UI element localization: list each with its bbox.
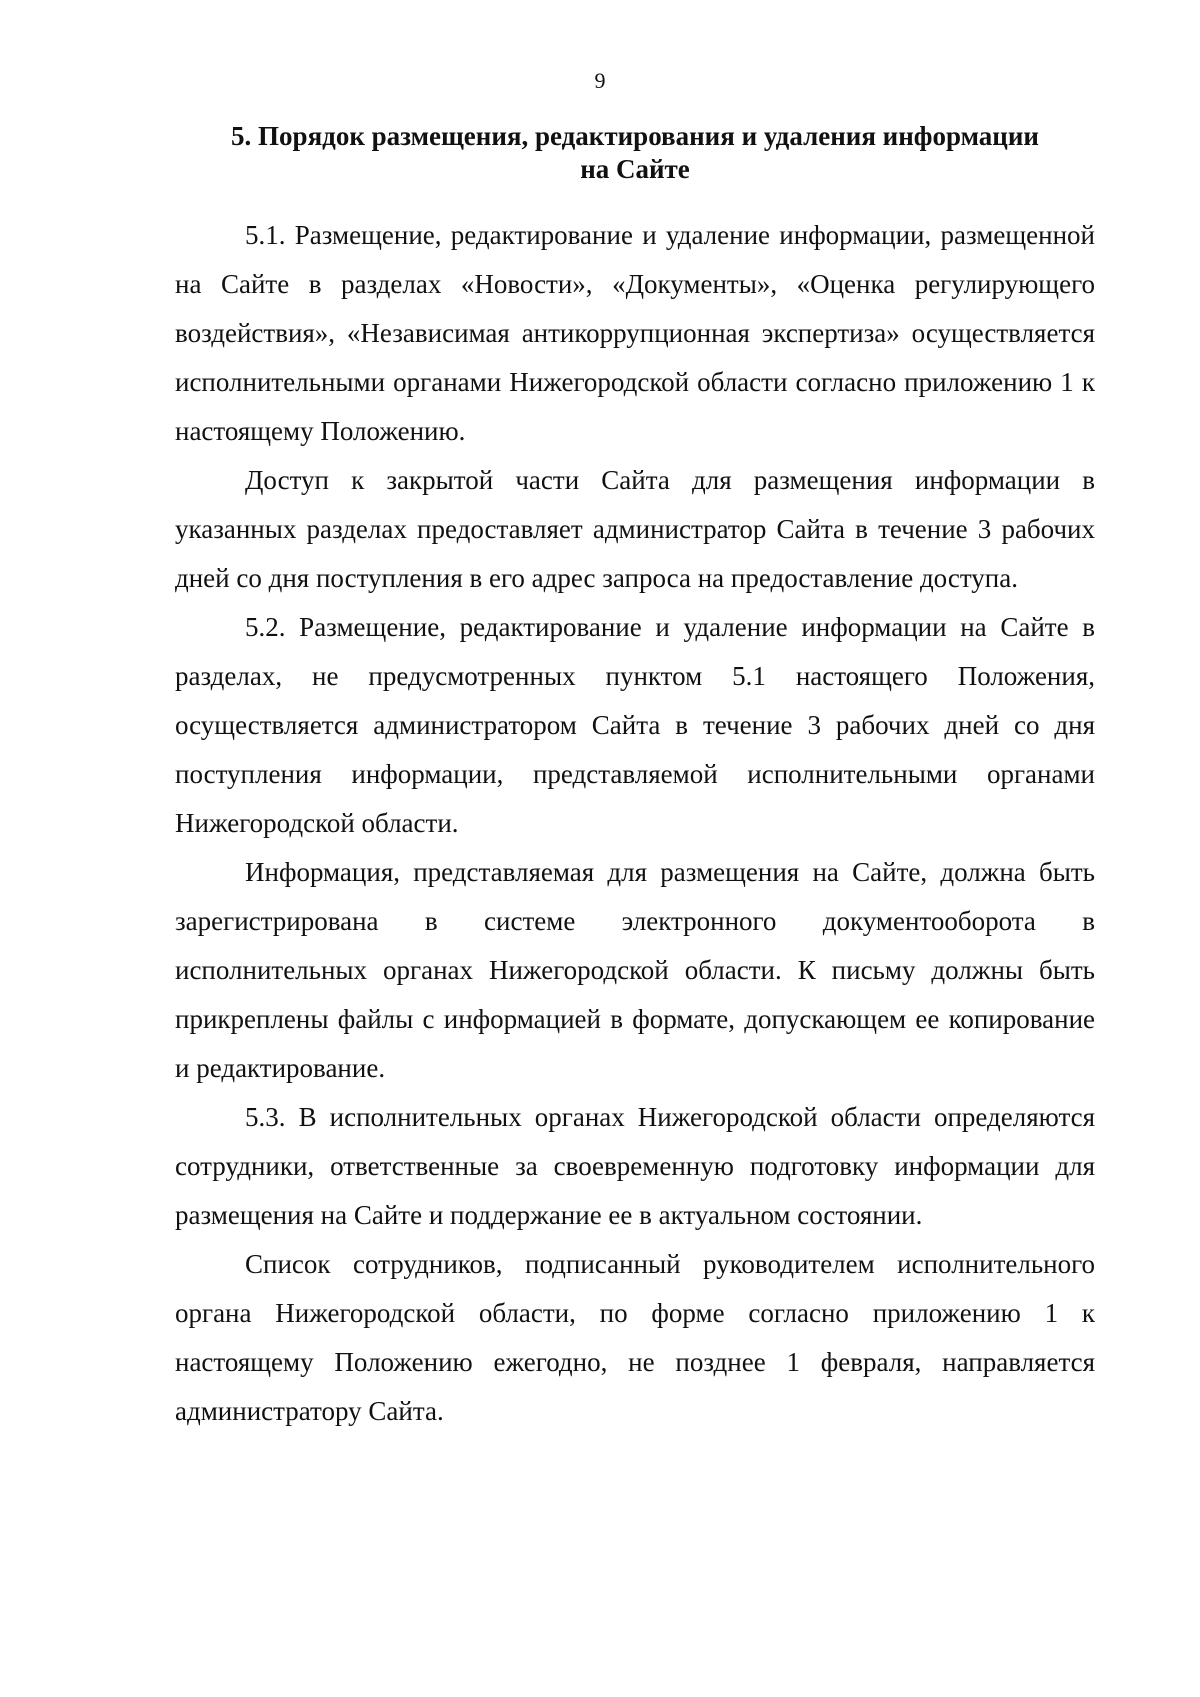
section-body <box>175 211 1095 1436</box>
paragraph-access: Доступ к закрытой части Сайта для размещения информации в указанных разделах предоставляет администратор Сайта в течение 3 рабочих дней со дня поступления в его адрес запроса на предоставление доступа. <box>175 465 1095 593</box>
paragraph-registration: Информация, представляемая для размещения на Сайте, должна быть зарегистрирована в системе электронного документооборота в исполнительных органах Нижегородской области. К письму должны быть прикреплены файлы с информацией в формате, допускающем ее копирование и редактирование. <box>175 857 1095 1083</box>
paragraph-5-3: 5.3. В исполнительных органах Нижегородской области определяются сотрудники, ответственные за своевременную подготовку информации для размещения на Сайте и поддержание ее в актуальном состоянии. <box>175 1102 1095 1230</box>
paragraph-5-1: 5.1. Размещение, редактирование и удаление информации, размещенной на Сайте в разделах «Новости», «Документы», «Оценка регулирующего воздействия», «Независимая антикоррупционная экспертиза» осуществляется исполнительными органами Нижегородской области согласно приложению 1 к настоящему Положению. <box>175 220 1095 446</box>
page-number: 9 <box>594 68 606 93</box>
paragraph-5-2: 5.2. Размещение, редактирование и удаление информации на Сайте в разделах, не предусмотренных пунктом 5.1 настоящего Положения, осуществляется администратором Сайта в течение 3 рабочих дней со дня поступления информации, представляемой исполнительными органами Нижегородской области. <box>175 612 1095 838</box>
section-heading-line-2: на Сайте <box>580 154 690 184</box>
paragraph-staff-list: Список сотрудников, подписанный руководителем исполнительного органа Нижегородской области, по форме согласно приложению 1 к настоящему Положению ежегодно, не позднее 1 февраля, направляется администратору Сайта. <box>175 1249 1095 1426</box>
section-heading <box>175 120 1095 186</box>
section-heading-line-1: 5. Порядок размещения, редактирования и удаления информации <box>231 121 1039 151</box>
